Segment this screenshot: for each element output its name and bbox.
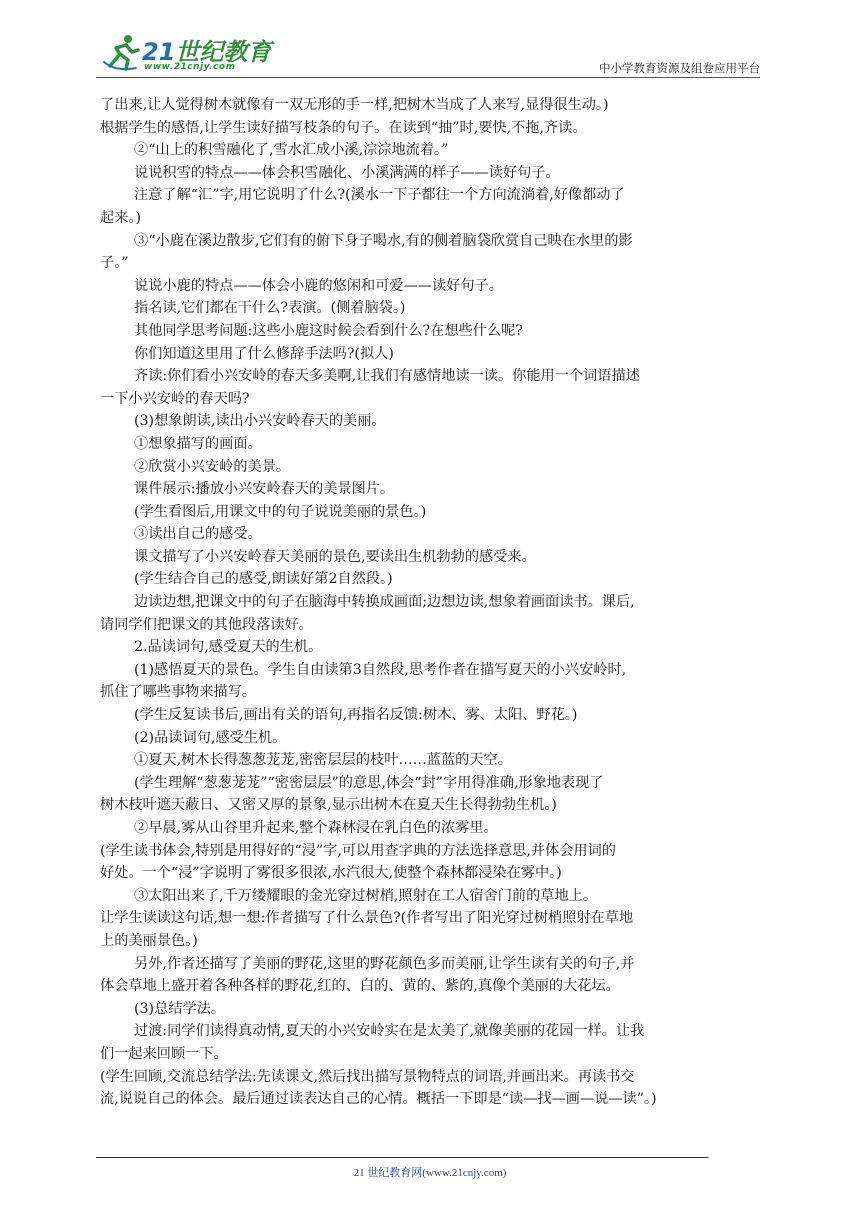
text-line: 上的美丽景色。)	[100, 932, 198, 949]
logo-number: 21	[142, 38, 176, 66]
text-line: (3)想象朗读,读出小兴安岭春天的美丽。	[134, 413, 386, 430]
text-line: (学生回顾,交流总结学法:先读课文,然后找出描写景物特点的词语,并画出来。再读书交	[100, 1068, 635, 1085]
text-line: 好处。一个“浸”字说明了雾很多很浓,水汽很大,使整个森林都浸染在雾中。)	[100, 865, 562, 882]
text-line: ②早晨,雾从山谷里升起来,整个森林浸在乳白色的浓雾里。	[134, 820, 498, 836]
text-line: (学生读书体会,特别是用得好的“浸”字,可以用查字典的方法选择意思,并体会用词的	[100, 842, 616, 859]
text-line: 2.品读词句,感受夏天的生机。	[134, 639, 323, 656]
text-line: 指名读,它们都在干什么?表演。(侧着脑袋。)	[134, 300, 406, 317]
text-line: (2)品读词句,感受生机。	[134, 729, 287, 746]
text-line: 说说小鹿的特点——体会小鹿的悠闲和可爱——读好句子。	[134, 277, 503, 294]
text-line: (学生反复读书后,画出有关的语句,再指名反馈:树木、雾、太阳、野花。)	[134, 707, 578, 724]
text-line: 体会草地上盛开着各种各样的野花,红的、白的、黄的、紫的,真像个美丽的大花坛。	[100, 978, 620, 995]
text-line: 流,说说自己的体会。最后通过读表达自己的心情。概括一下即是“读—找—画—说—读”。)	[100, 1091, 657, 1108]
text-line: 另外,作者还描写了美丽的野花,这里的野花颜色多而美丽,让学生读有关的句子,并	[134, 955, 635, 972]
text-line: 们一起来回顾一下。	[100, 1045, 228, 1062]
text-line: ③读出自己的感受。	[134, 526, 262, 543]
text-line: (学生结合自己的感受,朗读好第2自然段。)	[134, 571, 393, 588]
text-line: (学生看图后,用课文中的句子说说美丽的景色。)	[134, 503, 427, 520]
footer-divider	[96, 1157, 708, 1158]
text-line: 过渡:同学们读得真动情,夏天的小兴安岭实在是太美了,就像美丽的花园一样。让我	[134, 1023, 645, 1040]
text-line: 齐读:你们看小兴安岭的春天多美啊,让我们有感情地读一读。你能用一个词语描述	[134, 368, 640, 385]
text-line: ③“小鹿在溪边散步,它们有的俯下身子喝水,有的侧着脑袋欣赏自己映在水里的影	[134, 232, 633, 249]
text-line: 根据学生的感悟,让学生读好描写枝条的句子。在读到“抽”时,要快,不拖,齐读。	[100, 119, 587, 136]
text-line: 起来。)	[100, 209, 141, 226]
text-line: ②“山上的积雪融化了,雪水汇成小溪,淙淙地流着。”	[134, 142, 449, 159]
footer-text: 21 世纪教育网(www.21cnjy.com)	[353, 1167, 507, 1179]
text-line: (学生理解“葱葱茏茏”“密密层层”的意思,体会“封”字用得准确,形象地表现了	[134, 774, 604, 791]
text-line: ②欣赏小兴安岭的美景。	[134, 458, 291, 475]
text-line: 边读边想,把课文中的句子在脑海中转换成画面;边想边读,想象着画面读书。课后,	[134, 594, 635, 611]
page-header	[96, 28, 760, 78]
platform-title: 中小学教育资源及组卷应用平台	[599, 61, 760, 75]
text-line: (1)感悟夏天的景色。学生自由读第3自然段,思考作者在描写夏天的小兴安岭时,	[134, 661, 627, 678]
runner-logo-icon	[102, 32, 142, 72]
text-line: 说说积雪的特点——体会积雪融化、小溪满满的样子——读好句子。	[134, 164, 560, 181]
text-line: 树木枝叶遮天蔽日、又密又厚的景象,显示出树木在夏天生长得勃勃生机。)	[100, 797, 557, 814]
logo-text: 世纪教育	[175, 38, 272, 66]
text-line: 了出来,让人觉得树木就像有一双无形的手一样,把树木当成了人来写,显得很生动。)	[100, 97, 609, 113]
text-line: ③太阳出来了,千万缕耀眼的金光穿过树梢,照射在工人宿舍门前的草地上。	[134, 887, 598, 904]
text-line: 一下小兴安岭的春天吗?	[100, 390, 250, 407]
logo	[96, 28, 296, 78]
text-line: 抓住了哪些事物来描写。	[100, 684, 257, 701]
text-line: 其他同学思考问题:这些小鹿这时候会看到什么?在想些什么呢?	[134, 322, 523, 339]
text-line: ①想象描写的画面。	[134, 435, 262, 452]
text-line: 课件展示:播放小兴安岭春天的美景图片。	[134, 481, 395, 498]
logo-url: www.21cnjy.com	[144, 62, 236, 72]
text-line: 课文描写了小兴安岭春天美丽的景色,要读出生机勃勃的感受来。	[134, 548, 536, 565]
text-line: 让学生读读这句话,想一想:作者描写了什么景色?(作者写出了阳光穿过树梢照射在草地	[100, 910, 634, 927]
text-line: 你们知道这里用了什么修辞手法吗?(拟人)	[134, 345, 394, 362]
text-line: ①夏天,树木长得葱葱茏茏,密密层层的枝叶……蓝蓝的天空。	[134, 752, 512, 769]
header-divider	[96, 77, 760, 78]
text-line: 请同学们把课文的其他段落读好。	[100, 616, 313, 633]
document-body	[100, 94, 762, 1111]
text-line: 子。”	[100, 255, 129, 272]
text-line: (3)总结学法。	[134, 1000, 226, 1017]
text-line: 注意了解“汇”字,用它说明了什么?(溪水一下子都往一个方向流淌着,好像都动了	[134, 187, 625, 204]
